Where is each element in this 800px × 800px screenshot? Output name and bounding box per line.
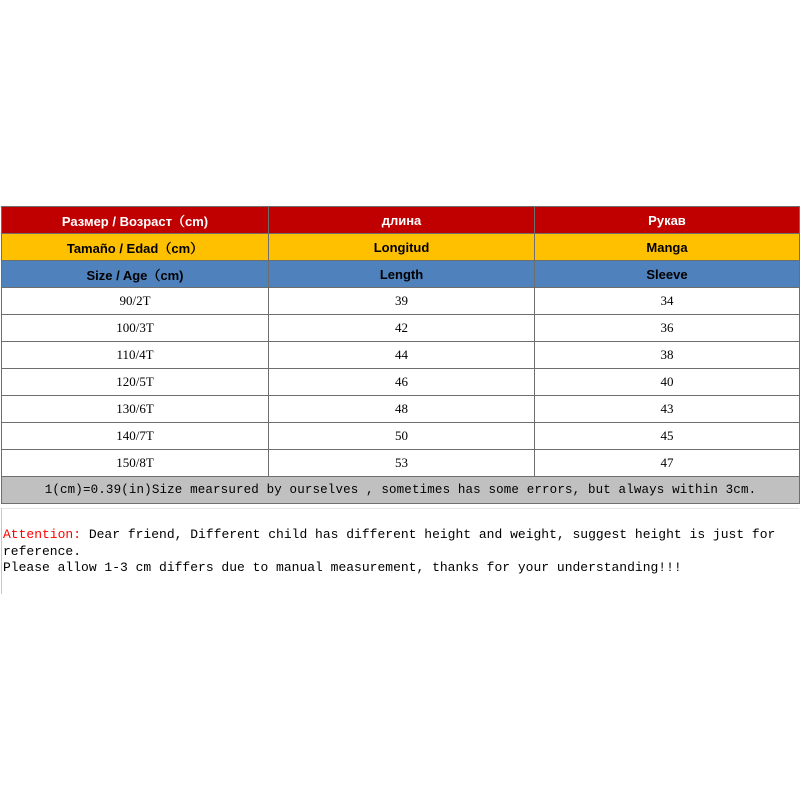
table-row <box>2 423 800 450</box>
length-cell: 53 <box>269 450 535 477</box>
table-row <box>2 288 800 315</box>
divider <box>1 508 799 509</box>
size-cell: 90/2T <box>2 288 269 315</box>
header-sleeve-es: Manga <box>535 234 800 261</box>
header-size-age-ru: Размер / Возраст（cm) <box>2 207 269 234</box>
length-cell: 46 <box>269 369 535 396</box>
table-row <box>2 450 800 477</box>
allowance-paragraph: Please allow 1-3 cm differs due to manual measurement, thanks for your understanding!!! <box>3 560 682 575</box>
header-size-age-en: Size / Age（cm) <box>2 261 269 288</box>
sleeve-cell: 47 <box>535 450 800 477</box>
header-length-es: Longitud <box>269 234 535 261</box>
length-cell: 39 <box>269 288 535 315</box>
header-size-age-es: Tamaño / Edad（cm） <box>2 234 269 261</box>
conversion-footnote: 1(cm)=0.39(in)Size mearsured by ourselves , sometimes has some errors, but always within 3cm. <box>2 477 800 504</box>
header-sleeve-ru: Рукав <box>535 207 800 234</box>
size-cell: 140/7T <box>2 423 269 450</box>
sleeve-cell: 34 <box>535 288 800 315</box>
table-row <box>2 342 800 369</box>
size-cell: 100/3T <box>2 315 269 342</box>
size-cell: 130/6T <box>2 396 269 423</box>
length-cell: 42 <box>269 315 535 342</box>
header-row-english <box>2 261 800 288</box>
sleeve-cell: 40 <box>535 369 800 396</box>
length-cell: 48 <box>269 396 535 423</box>
length-cell: 44 <box>269 342 535 369</box>
size-cell: 120/5T <box>2 369 269 396</box>
header-row-russian <box>2 207 800 234</box>
sleeve-cell: 38 <box>535 342 800 369</box>
header-sleeve-en: Sleeve <box>535 261 800 288</box>
table-row <box>2 396 800 423</box>
table-row <box>2 369 800 396</box>
sleeve-cell: 36 <box>535 315 800 342</box>
table-row <box>2 315 800 342</box>
sleeve-cell: 45 <box>535 423 800 450</box>
sleeve-cell: 43 <box>535 396 800 423</box>
attention-text: Dear friend, Different child has different height and weight, suggest height is just for reference. <box>3 527 776 559</box>
size-chart-table <box>1 206 800 504</box>
header-row-spanish <box>2 234 800 261</box>
header-length-en: Length <box>269 261 535 288</box>
attention-label: Attention: <box>3 527 82 542</box>
conversion-footnote-row <box>2 477 800 504</box>
notes-block <box>3 527 798 577</box>
length-cell: 50 <box>269 423 535 450</box>
size-cell: 150/8T <box>2 450 269 477</box>
size-cell: 110/4T <box>2 342 269 369</box>
header-length-ru: длина <box>269 207 535 234</box>
divider <box>1 508 2 594</box>
attention-paragraph <box>3 527 798 560</box>
